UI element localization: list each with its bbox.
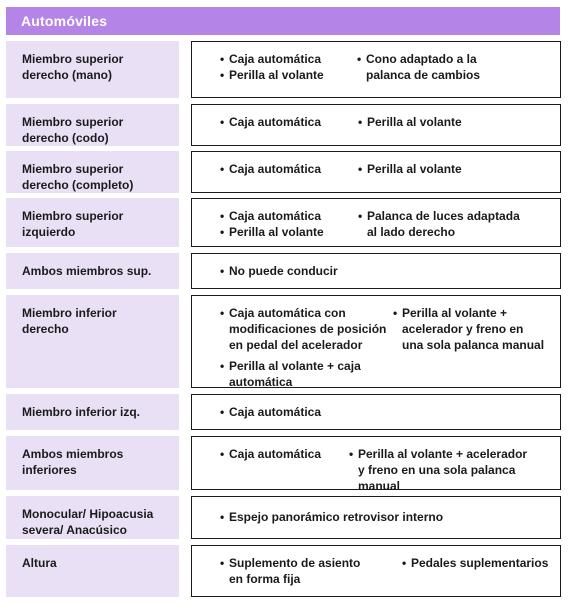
section-title: Automóviles [21, 13, 108, 29]
list-item: • Espejo panorámico retrovisor interno [220, 509, 443, 525]
list-item: • Caja automática con modificaciones de posición en pedal del acelerador [220, 305, 386, 353]
list-item: • Perilla al volante [358, 161, 462, 177]
row-content [191, 394, 561, 430]
right-column [357, 51, 480, 83]
list-item: • Caja automática [220, 404, 321, 420]
left-column [220, 161, 321, 177]
row-label: Ambos miembros sup. [6, 253, 179, 289]
left-column [220, 208, 324, 240]
row-label: Ambos miembros inferiores [6, 436, 179, 490]
left-column [220, 509, 443, 525]
list-item: • Caja automática [220, 114, 321, 130]
left-column [220, 404, 321, 420]
row-label: Monocular/ Hipoacusia severa/ Anacúsico [6, 496, 179, 539]
row-content [191, 104, 561, 146]
row-label: Miembro superior derecho (codo) [6, 104, 179, 146]
row-label: Miembro superior derecho (completo) [6, 151, 179, 193]
table-row [6, 436, 561, 493]
row-content [191, 198, 561, 247]
list-item: • Perilla al volante [358, 114, 462, 130]
row-label: Miembro inferior izq. [6, 394, 179, 430]
table-row [6, 151, 561, 193]
list-item: • No puede conducir [220, 263, 338, 279]
left-column [220, 305, 386, 390]
list-item: • Perilla al volante [220, 67, 324, 83]
table-row [6, 496, 561, 539]
list-item: • Caja automática [220, 208, 324, 224]
table-row [6, 394, 561, 430]
list-item: • Perilla al volante + acelerador y freno en una sola palanca manual [349, 446, 560, 494]
left-column [220, 555, 360, 587]
row-content [191, 295, 561, 388]
right-column [358, 161, 462, 177]
row-content [191, 253, 561, 289]
right-column [393, 305, 544, 353]
list-item: • Suplemento de asiento en forma fija [220, 555, 360, 587]
list-item: • Caja automática [220, 446, 321, 462]
table-row [6, 253, 561, 289]
list-item: • Perilla al volante + acelerador y freno en una sola palanca manual [393, 305, 544, 353]
table-row [6, 41, 561, 98]
row-label: Miembro inferior derecho [6, 295, 179, 388]
table-row [6, 198, 561, 247]
list-item: • Cono adaptado a la palanca de cambios [357, 51, 480, 83]
row-content [191, 436, 561, 493]
table-row [6, 104, 561, 146]
list-item: • Caja automática [220, 51, 324, 67]
section-header [6, 7, 560, 35]
row-label: Miembro superior derecho (mano) [6, 41, 179, 98]
table-row [6, 295, 561, 388]
row-content [191, 496, 561, 539]
left-column [220, 446, 321, 462]
row-label: Miembro superior izquierdo [6, 198, 179, 247]
left-column [220, 51, 324, 83]
row-content [191, 151, 561, 193]
right-column [402, 555, 548, 571]
left-column [220, 263, 338, 279]
row-content [191, 41, 561, 98]
right-column [349, 446, 560, 494]
left-column [220, 114, 321, 130]
list-item: • Caja automática [220, 161, 321, 177]
list-item: • Pedales suplementarios [402, 555, 548, 571]
right-column [358, 208, 520, 240]
right-column [358, 114, 462, 130]
list-item: • Palanca de luces adaptada al lado derecho [358, 208, 520, 240]
list-item: • Perilla al volante [220, 224, 324, 240]
row-label: Altura [6, 545, 179, 597]
list-item: • Perilla al volante + caja automática [220, 358, 386, 390]
row-content [191, 545, 561, 597]
table-row [6, 545, 561, 597]
